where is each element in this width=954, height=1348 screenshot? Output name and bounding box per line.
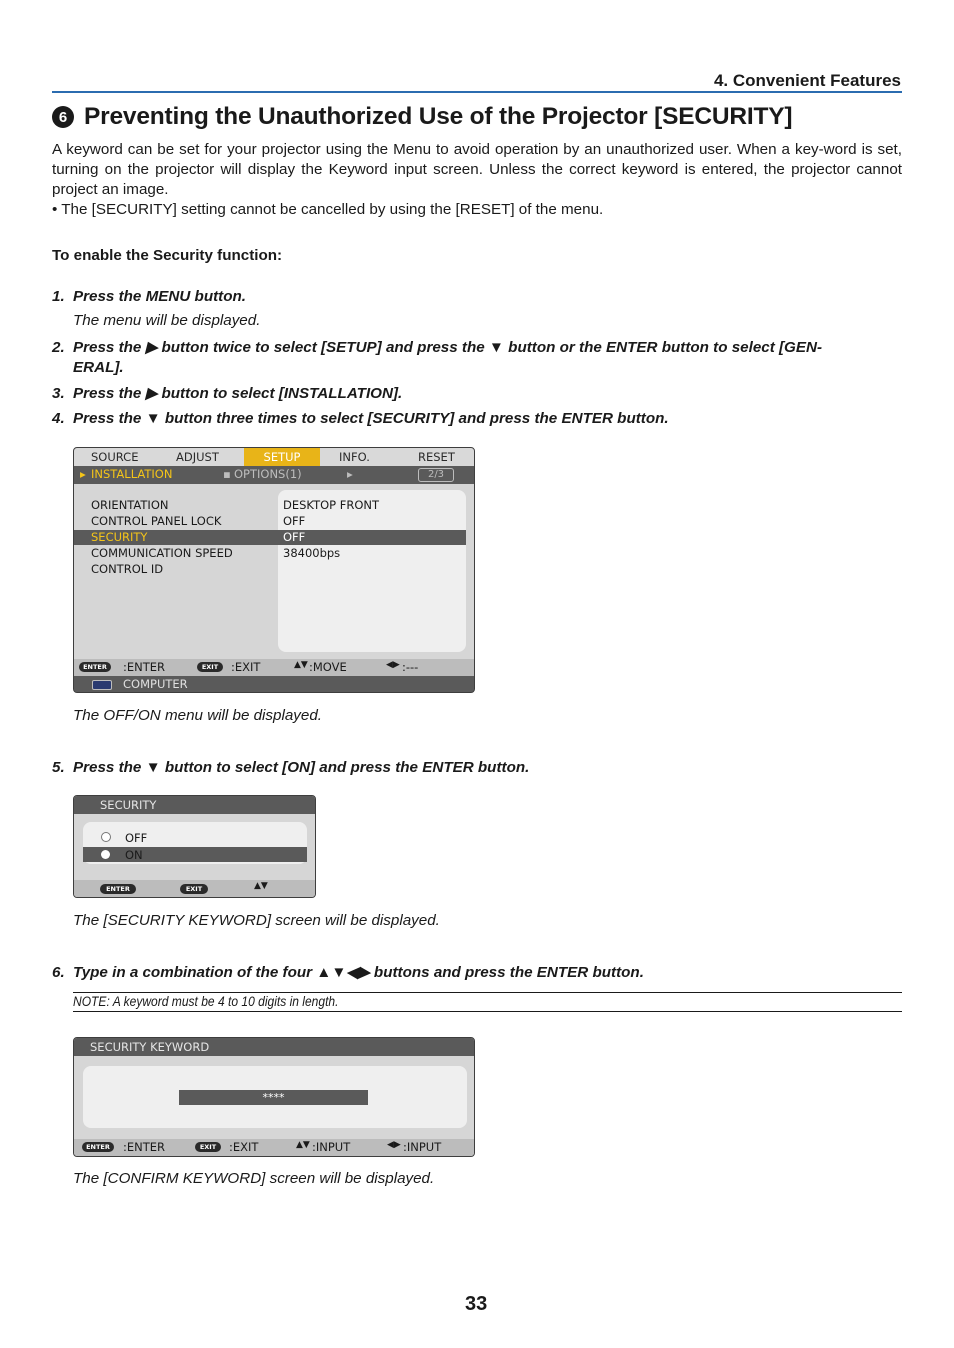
footer-exit: :EXIT — [229, 1140, 259, 1154]
step-5-result: The [SECURITY KEYWORD] screen will be displayed. — [73, 912, 440, 929]
section-label: 4. Convenient Features — [713, 71, 901, 90]
step-2 — [52, 338, 902, 378]
page-number: 33 — [465, 1293, 488, 1315]
subtab-arrow-icon: ▸ — [80, 467, 86, 481]
subtab-next-icon: ▸ — [347, 467, 353, 481]
step-6-result: The [CONFIRM KEYWORD] screen will be displayed. — [73, 1170, 435, 1187]
item-label[interactable]: CONTROL ID — [91, 562, 164, 576]
step-3 — [52, 384, 902, 404]
step-text: Type in a combination of the four ▲▼◀▶ buttons and press the ENTER button. — [73, 964, 644, 981]
item-value: DESKTOP FRONT — [283, 498, 380, 512]
computer-source-icon — [92, 680, 112, 690]
intro-bullet: • The [SECURITY] setting cannot be cancelled by using the [RESET] of the menu. — [52, 201, 604, 218]
step-text: Press the ▶ button to select [INSTALLATION]. — [73, 385, 403, 402]
footer-move: :MOVE — [309, 660, 347, 674]
page-title — [52, 103, 902, 131]
subtab-installation[interactable]: INSTALLATION — [91, 467, 173, 481]
updown-arrow-icon: ▲▼ — [294, 660, 308, 670]
item-value: OFF — [283, 514, 306, 528]
footer-enter: :ENTER — [123, 660, 166, 674]
updown-arrow-icon: ▲▼ — [254, 881, 268, 891]
step-number: 6. — [52, 964, 65, 981]
keyword-input[interactable]: **** — [179, 1090, 368, 1105]
step-6 — [52, 963, 902, 983]
footer-dash: :--- — [402, 660, 419, 674]
keyword-dialog — [73, 1037, 475, 1157]
tab-source[interactable]: SOURCE — [91, 450, 139, 464]
exit-key-icon: EXIT — [195, 1142, 221, 1152]
security-dialog — [73, 795, 316, 898]
subheading: To enable the Security function: — [52, 247, 283, 264]
footer-exit: :EXIT — [231, 660, 261, 674]
step-4 — [52, 409, 902, 429]
selected-option-highlight — [83, 847, 307, 862]
footer-enter: :ENTER — [123, 1140, 166, 1154]
step-number: 5. — [52, 759, 65, 776]
tab-adjust[interactable]: ADJUST — [176, 450, 219, 464]
step-number: 3. — [52, 385, 65, 402]
footer-input-1: :INPUT — [312, 1140, 351, 1154]
updown-arrow-icon: ▲▼ — [296, 1140, 310, 1150]
source-name: COMPUTER — [123, 677, 188, 691]
option-off[interactable]: OFF — [125, 831, 148, 845]
dialog-footer — [74, 1139, 474, 1156]
dialog-title: SECURITY — [100, 798, 157, 812]
dialog-title-bar — [74, 1038, 474, 1056]
enter-key-icon: ENTER — [79, 662, 111, 672]
tab-info[interactable]: INFO. — [339, 450, 370, 464]
note-bottom-rule — [73, 1011, 902, 1012]
leftright-arrow-icon: ◀▶ — [387, 1140, 401, 1150]
item-value-selected: OFF — [283, 530, 306, 544]
step-4-result: The OFF/ON menu will be displayed. — [73, 707, 322, 724]
exit-key-icon: EXIT — [197, 662, 223, 672]
dialog-title-bar — [74, 796, 315, 814]
step-number: 2. — [52, 339, 65, 356]
subtab-bullet-icon: ▪ — [223, 467, 231, 481]
header-rule — [52, 91, 902, 93]
menu-screen — [73, 447, 475, 693]
subtab-options[interactable]: OPTIONS(1) — [234, 467, 302, 481]
footer-input-2: :INPUT — [403, 1140, 442, 1154]
item-label[interactable]: CONTROL PANEL LOCK — [91, 514, 222, 528]
step-text: Press the MENU button. — [73, 288, 246, 305]
keyword-note: NOTE: A keyword must be 4 to 10 digits in length. — [73, 993, 339, 1009]
enter-key-icon: ENTER — [82, 1142, 114, 1152]
enter-key-icon: ENTER — [100, 884, 136, 894]
item-label[interactable]: COMMUNICATION SPEED — [91, 546, 233, 560]
menu-values-panel — [278, 490, 466, 652]
option-on[interactable]: ON — [125, 848, 143, 862]
step-1 — [52, 287, 902, 307]
dialog-footer — [74, 880, 315, 897]
step-text-cont: ERAL]. — [73, 359, 124, 376]
tab-setup[interactable]: SETUP — [244, 448, 320, 466]
radio-off-icon[interactable] — [101, 832, 111, 842]
source-bar — [74, 676, 474, 692]
item-value: 38400bps — [283, 546, 341, 560]
step-1-result: The menu will be displayed. — [73, 312, 261, 329]
section-number-badge: 6 — [52, 106, 74, 128]
step-number: 4. — [52, 410, 65, 427]
tab-reset[interactable]: RESET — [418, 450, 455, 464]
page-indicator: 2/3 — [418, 468, 454, 482]
intro-paragraph: A keyword can be set for your projector using the Menu to avoid operation by an unauthorized user. When a key-word is set, turning on the projector will display the Keyword input screen. Unless the correct keyword is entered, the projector cannot project an image. — [52, 141, 902, 198]
dialog-title: SECURITY KEYWORD — [90, 1040, 210, 1054]
item-label-selected[interactable]: SECURITY — [91, 530, 148, 544]
step-text: Press the ▼ button three times to select [SECURITY] and press the ENTER button. — [73, 410, 669, 427]
step-text: Press the ▶ button twice to select [SETUP] and press the ▼ button or the ENTER button to select [GEN- — [73, 339, 823, 356]
title-text: Preventing the Unauthorized Use of the Projector [SECURITY] — [84, 103, 793, 130]
subtab-bar — [74, 466, 474, 484]
menu-tabs — [74, 448, 474, 466]
step-number: 1. — [52, 288, 65, 305]
leftright-arrow-icon: ◀▶ — [386, 660, 400, 670]
exit-key-icon: EXIT — [180, 884, 208, 894]
item-label[interactable]: ORIENTATION — [91, 498, 169, 512]
menu-footer — [74, 659, 474, 676]
radio-on-icon[interactable] — [101, 850, 110, 859]
step-5 — [52, 758, 902, 778]
step-text: Press the ▼ button to select [ON] and press the ENTER button. — [73, 759, 530, 776]
